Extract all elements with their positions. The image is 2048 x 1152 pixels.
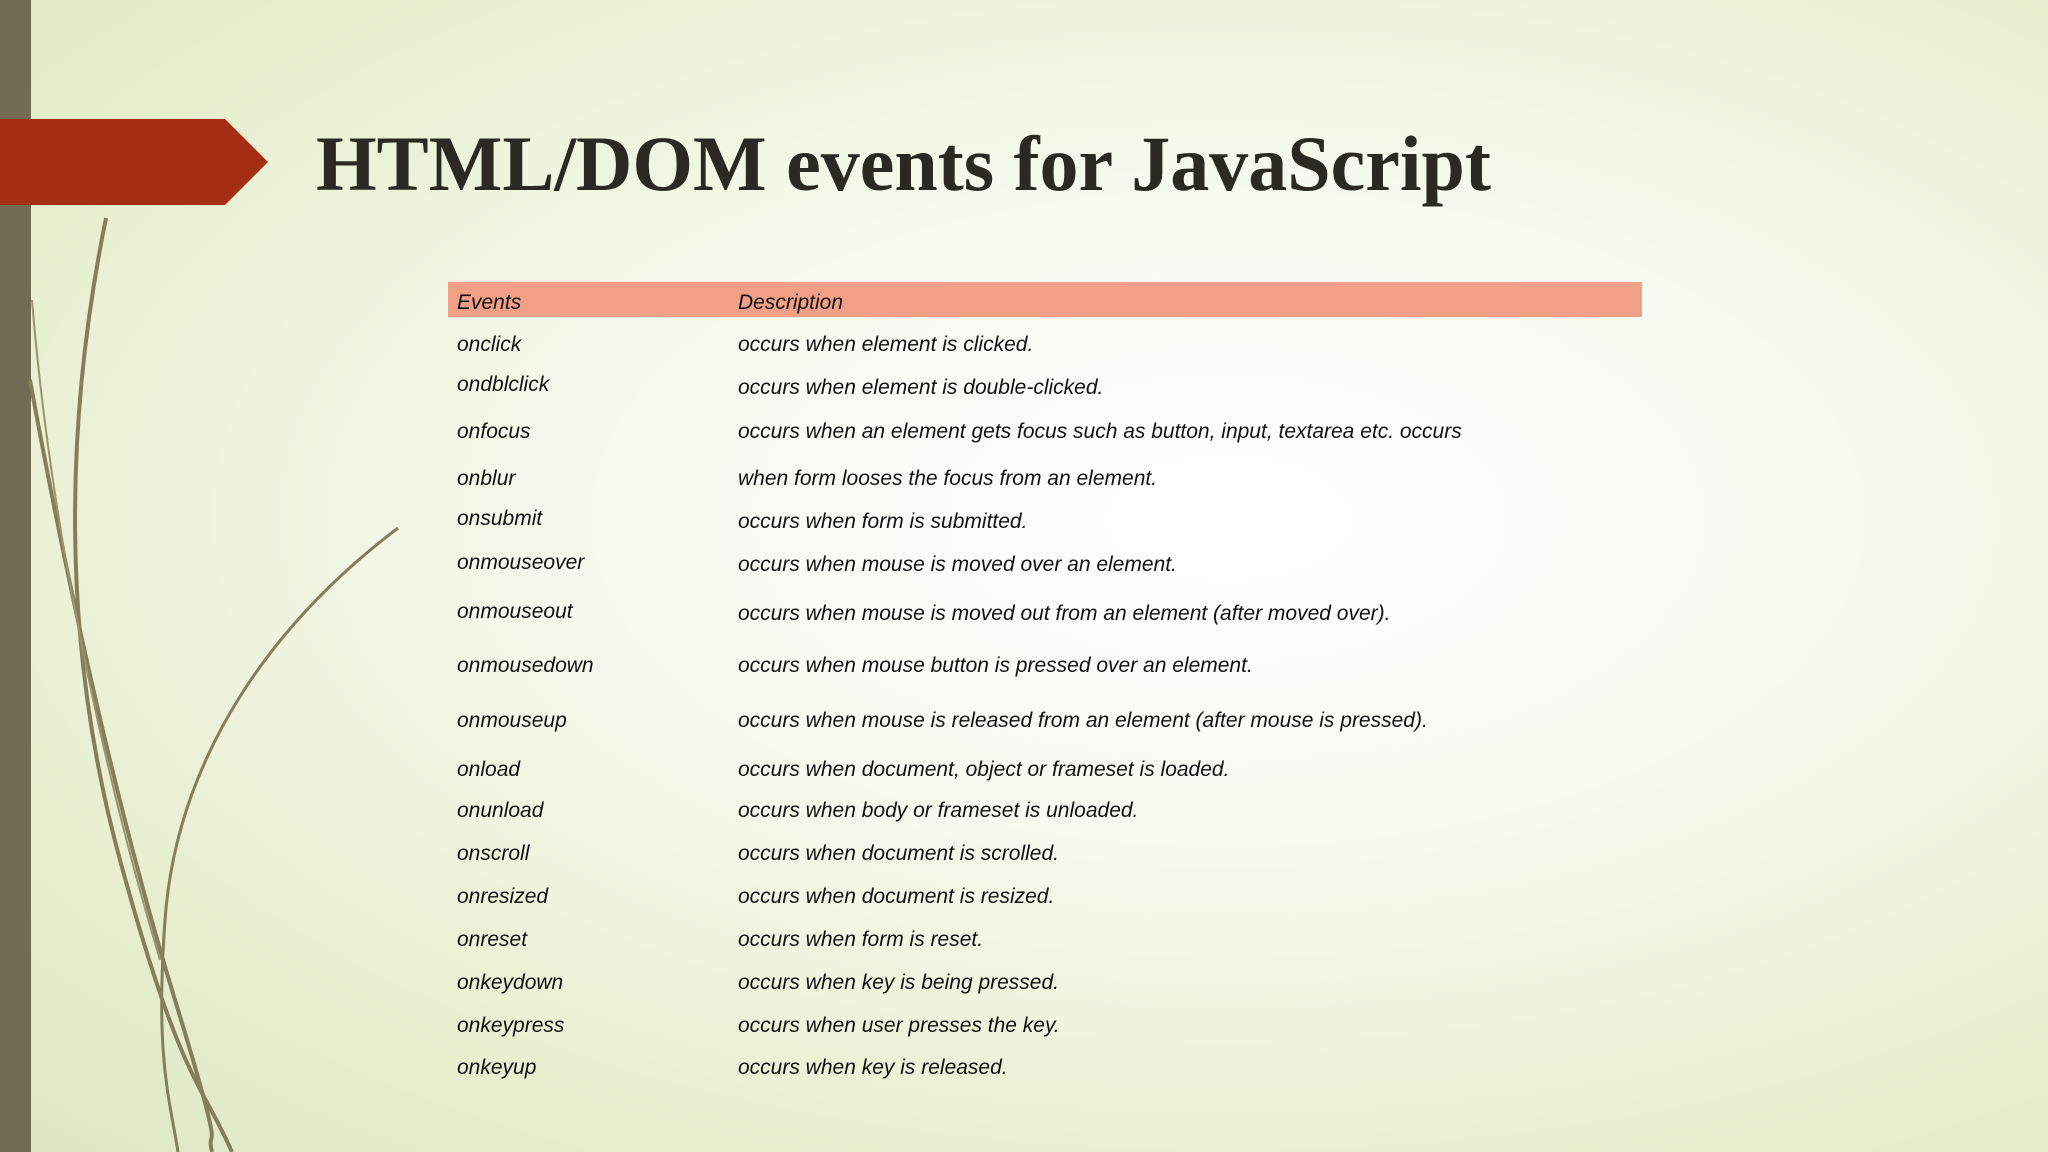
event-description: occurs when document is scrolled.: [738, 842, 1059, 865]
event-name: onmouseover: [457, 551, 585, 574]
event-description: occurs when mouse is moved out from an element (after moved over).: [738, 602, 1391, 625]
event-name: onmouseup: [457, 709, 567, 732]
grass-stem-2: [30, 380, 212, 1152]
event-name: onfocus: [457, 420, 531, 443]
slide-title: HTML/DOM events for JavaScript: [316, 120, 1491, 207]
event-description: occurs when form is submitted.: [738, 510, 1028, 533]
event-name: onreset: [457, 928, 528, 951]
event-name: onscroll: [457, 842, 530, 865]
event-name: onblur: [457, 467, 516, 490]
event-description: occurs when key is released.: [738, 1056, 1008, 1079]
event-description: occurs when user presses the key.: [738, 1014, 1060, 1037]
grass-stem-1: [75, 218, 232, 1152]
event-description: occurs when key is being pressed.: [738, 971, 1059, 994]
event-name: onmousedown: [457, 654, 594, 677]
event-description: occurs when form is reset.: [738, 928, 984, 951]
event-description: occurs when an element gets focus such as button, input, textarea etc. occurs: [738, 420, 1462, 443]
event-name: ondblclick: [457, 373, 550, 396]
header-events: Events: [457, 291, 522, 314]
event-description: occurs when body or frameset is unloaded.: [738, 799, 1139, 822]
header-description: Description: [738, 291, 844, 314]
event-description: occurs when mouse is moved over an element.: [738, 553, 1177, 576]
event-description: when form looses the focus from an element.: [738, 467, 1158, 490]
event-description: occurs when element is double-clicked.: [738, 376, 1104, 399]
event-description: occurs when element is clicked.: [738, 333, 1034, 356]
grass-stem-3: [162, 528, 398, 1152]
event-description: occurs when mouse is released from an element (after mouse is pressed).: [738, 709, 1428, 732]
event-description: occurs when document is resized.: [738, 885, 1055, 908]
event-name: onclick: [457, 333, 522, 356]
event-description: occurs when document, object or frameset is loaded.: [738, 758, 1230, 781]
event-name: onkeyup: [457, 1056, 537, 1079]
event-name: onresized: [457, 885, 549, 908]
table-header-row: [448, 282, 1642, 317]
event-name: onmouseout: [457, 600, 573, 623]
event-name: onunload: [457, 799, 544, 822]
event-name: onload: [457, 758, 521, 781]
event-name: onkeydown: [457, 971, 564, 994]
event-name: onkeypress: [457, 1014, 565, 1037]
event-name: onsubmit: [457, 507, 543, 530]
grass-stem-4: [32, 300, 160, 960]
event-description: occurs when mouse button is pressed over an element.: [738, 654, 1253, 677]
title-arrow-marker: [0, 119, 268, 205]
